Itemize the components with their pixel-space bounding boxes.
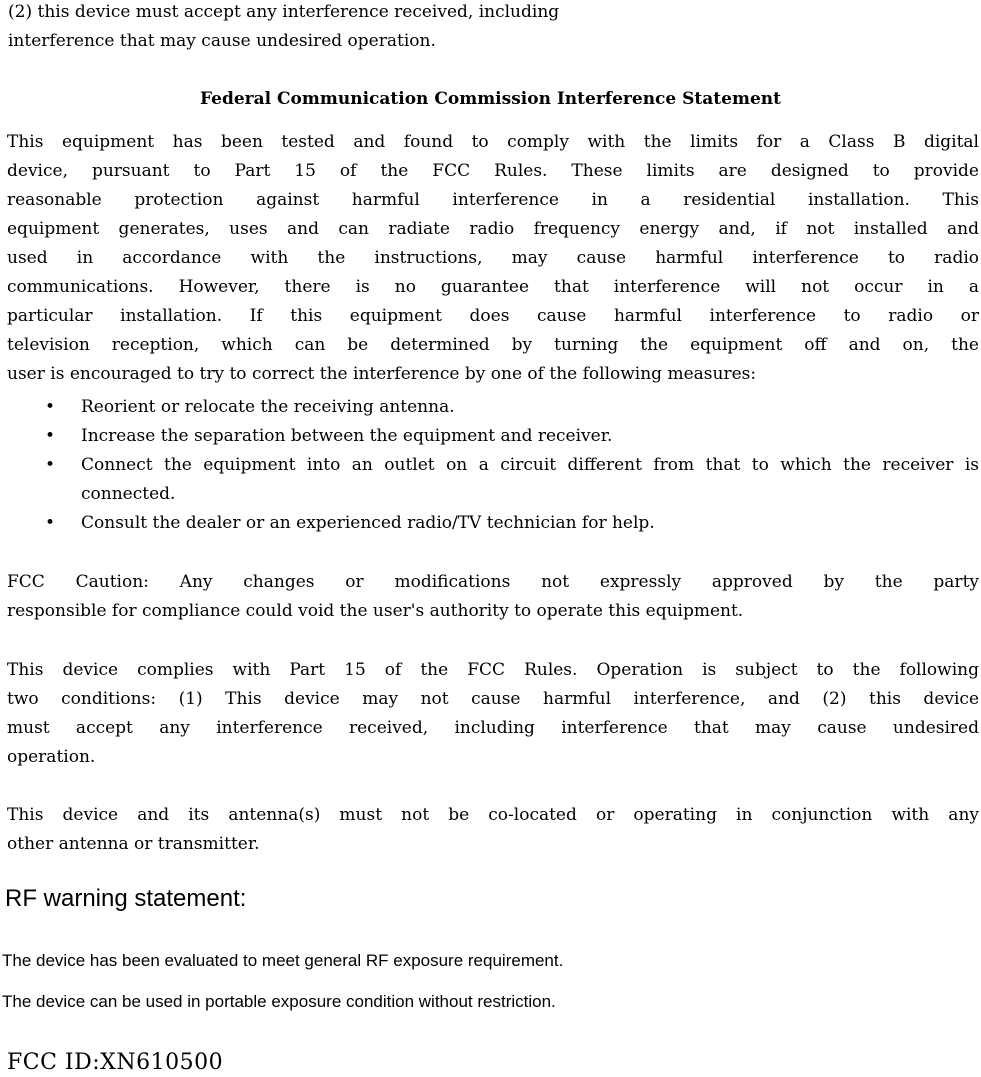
interference-statement-paragraph — [7, 128, 979, 389]
colocation-line: This device and its antenna(s) must not be co-located or operating in conjunction with any — [7, 805, 979, 825]
bullet-icon: • — [45, 426, 56, 446]
part15-line: must accept any interference received, including interference that may cause undesired — [7, 718, 979, 738]
fcc-id: FCC ID:XN610500 — [7, 1050, 224, 1075]
part15-line: operation. — [7, 747, 96, 767]
measure-text: Increase the separation between the equipment and receiver. — [81, 426, 613, 446]
part15-line: This device complies with Part 15 of the FCC Rules. Operation is subject to the following — [7, 660, 979, 680]
measures-list — [0, 393, 981, 538]
list-item — [0, 451, 981, 509]
statement-line: particular installation. If this equipment does cause harmful interference to radio or — [7, 306, 979, 326]
top-fragment-line-2: interference that may cause undesired operation. — [8, 31, 436, 51]
measure-text: Consult the dealer or an experienced radio/TV technician for help. — [81, 513, 655, 533]
rf-warning-line-1: The device has been evaluated to meet general RF exposure requirement. — [2, 951, 564, 970]
caution-line: FCC Caution: Any changes or modifications not expressly approved by the party — [7, 572, 979, 592]
statement-line: user is encouraged to try to correct the interference by one of the following measures: — [7, 364, 757, 384]
top-fragment — [8, 0, 980, 56]
caution-line: responsible for compliance could void the user's authority to operate this equipment. — [7, 601, 744, 621]
rf-warning-title: RF warning statement: — [5, 885, 247, 912]
list-item — [0, 422, 981, 451]
colocation-line: other antenna or transmitter. — [7, 834, 260, 854]
fcc-caution-paragraph — [7, 568, 979, 626]
bullet-icon: • — [45, 455, 56, 475]
measure-text: Reorient or relocate the receiving antenna. — [81, 397, 455, 417]
rf-warning-line-2: The device can be used in portable exposure condition without restriction. — [2, 992, 556, 1011]
statement-line: This equipment has been tested and found to comply with the limits for a Class B digital — [7, 132, 979, 152]
statement-line: television reception, which can be determined by turning the equipment off and on, the — [7, 335, 979, 355]
top-fragment-line-1: (2) this device must accept any interference received, including — [8, 2, 560, 22]
list-item — [0, 393, 981, 422]
colocation-paragraph — [7, 801, 979, 859]
bullet-icon: • — [45, 513, 56, 533]
statement-line: communications. However, there is no guarantee that interference will not occur in a — [7, 277, 979, 297]
statement-line: equipment generates, uses and can radiate radio frequency energy and, if not installed and — [7, 219, 979, 239]
statement-line: reasonable protection against harmful interference in a residential installation. This — [7, 190, 979, 210]
statement-line: used in accordance with the instructions, may cause harmful interference to radio — [7, 248, 979, 268]
interference-statement-heading: Federal Communication Commission Interference Statement — [200, 89, 781, 109]
bullet-icon: • — [45, 397, 56, 417]
list-item — [0, 509, 981, 538]
part15-line: two conditions: (1) This device may not cause harmful interference, and (2) this device — [7, 689, 979, 709]
measure-text: Connect the equipment into an outlet on a circuit different from that to which the receiver is connected. — [81, 455, 979, 504]
statement-line: device, pursuant to Part 15 of the FCC Rules. These limits are designed to provide — [7, 161, 979, 181]
part15-paragraph — [7, 656, 979, 772]
